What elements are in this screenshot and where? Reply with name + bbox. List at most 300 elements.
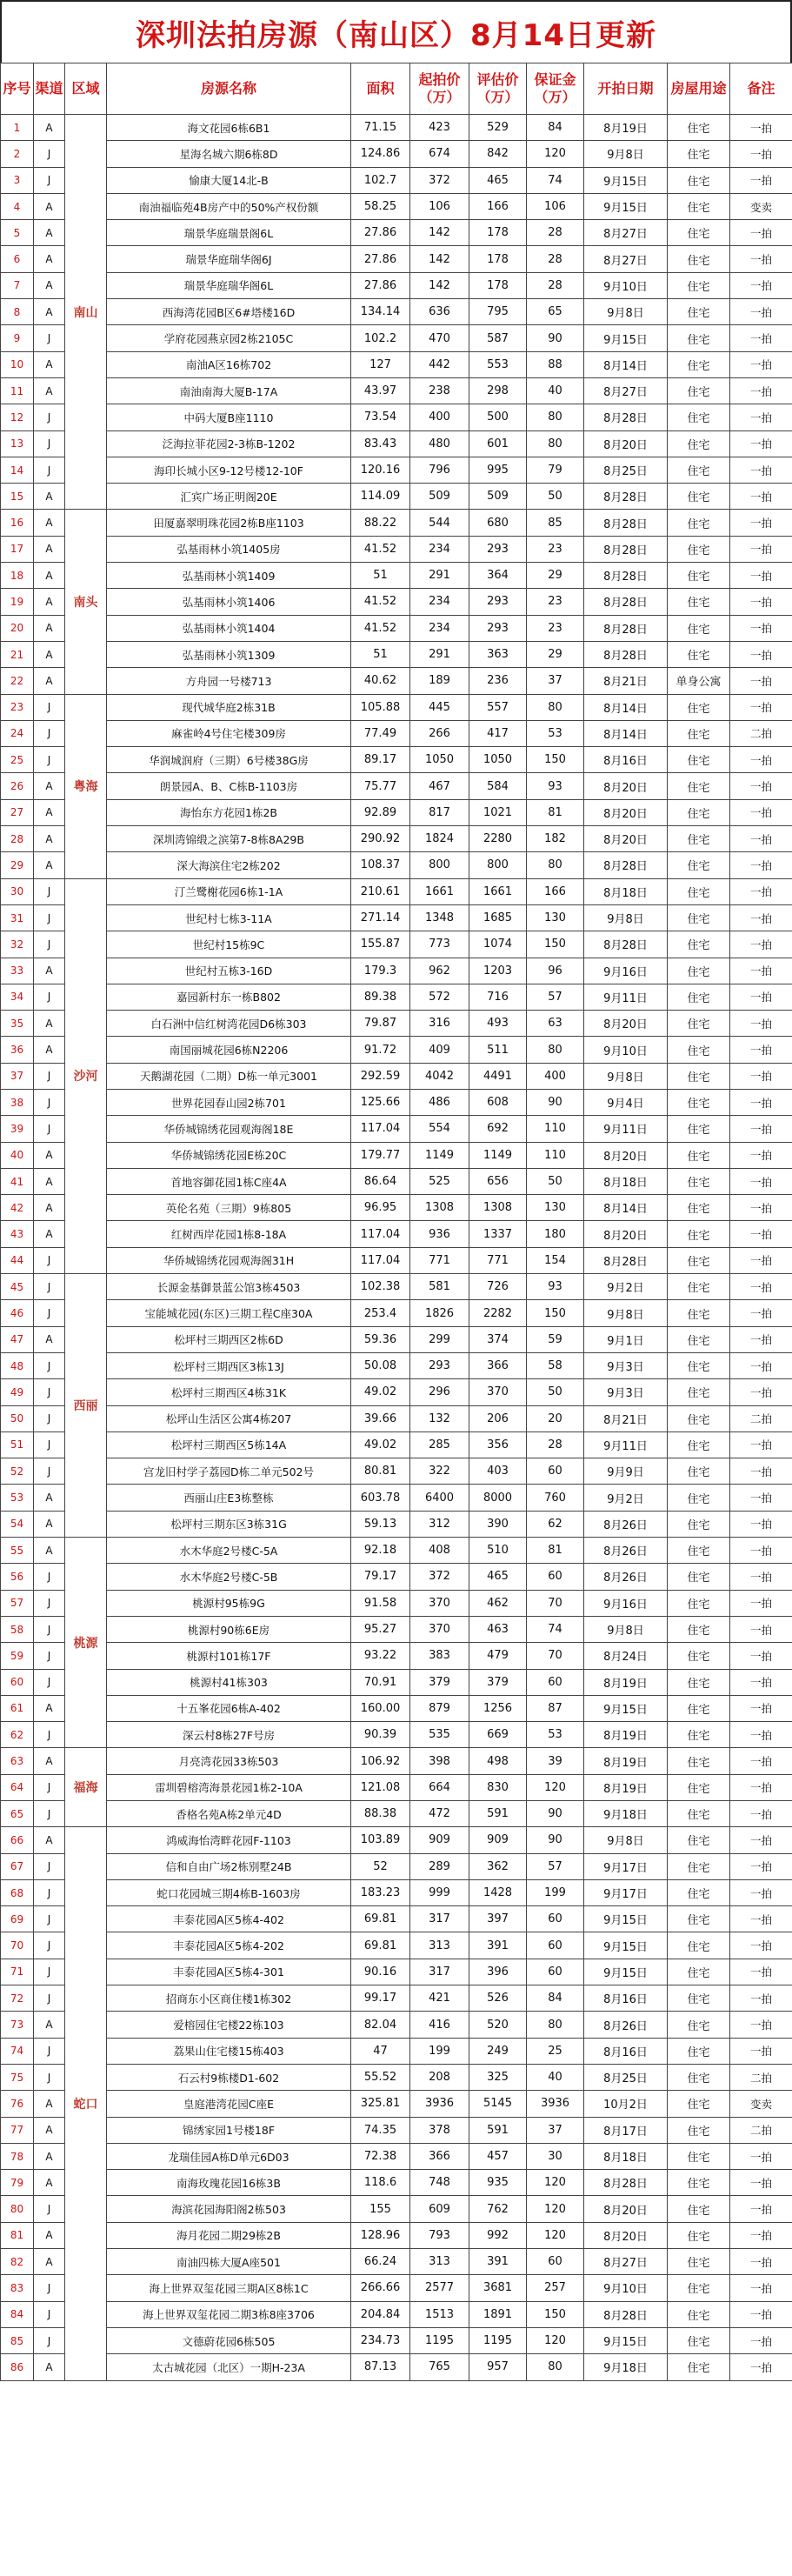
note-cell: 一拍 (730, 563, 792, 589)
eval-price-cell: 1661 (469, 878, 527, 904)
row-number: 56 (1, 1564, 34, 1590)
row-number: 40 (1, 1142, 34, 1168)
channel-cell: A (34, 1695, 65, 1721)
listing-name: 丰泰花园A区5栋4-202 (107, 1932, 351, 1959)
auction-date-cell: 8月28日 (584, 852, 668, 878)
use-cell: 住宅 (668, 2301, 730, 2327)
row-number: 36 (1, 1037, 34, 1063)
start-price-cell: 372 (410, 1564, 469, 1590)
auction-date-cell: 8月20日 (584, 430, 668, 457)
auction-date-cell: 8月20日 (584, 2196, 668, 2222)
note-cell: 一拍 (730, 2196, 792, 2222)
size-cell: 117.04 (351, 1116, 410, 1142)
listing-name: 愉康大厦14北-B (107, 167, 351, 193)
channel-cell: A (34, 351, 65, 377)
use-cell: 住宅 (668, 773, 730, 799)
start-price-cell: 773 (410, 931, 469, 958)
eval-price-cell: 390 (469, 1511, 527, 1537)
start-price-cell: 379 (410, 1669, 469, 1695)
note-cell: 一拍 (730, 1300, 792, 1326)
use-cell: 住宅 (668, 1643, 730, 1669)
table-row (1, 1748, 792, 1774)
row-number: 59 (1, 1643, 34, 1669)
eval-price-cell: 680 (469, 510, 527, 536)
eval-price-cell: 5145 (469, 2091, 527, 2117)
header-area: 区域 (65, 63, 107, 115)
size-cell: 55.52 (351, 2064, 410, 2090)
eval-price-cell: 462 (469, 1590, 527, 1616)
note-cell: 一拍 (730, 457, 792, 483)
eval-price-cell: 293 (469, 615, 527, 641)
start-price-cell: 4042 (410, 1063, 469, 1089)
auction-date-cell: 9月10日 (584, 272, 668, 298)
size-cell: 66.24 (351, 2249, 410, 2275)
note-cell: 一拍 (730, 878, 792, 904)
row-number: 57 (1, 1590, 34, 1616)
auction-date-cell: 8月19日 (584, 1748, 668, 1774)
listing-name: 西丽山庄E3栋整栋 (107, 1485, 351, 1511)
deposit-cell: 80 (527, 694, 584, 720)
note-cell: 二拍 (730, 720, 792, 746)
listing-name: 丰泰花园A区5栋4-402 (107, 1906, 351, 1932)
note-cell: 一拍 (730, 246, 792, 272)
note-cell: 一拍 (730, 1564, 792, 1590)
listing-name: 松坪村三期西区5栋14A (107, 1431, 351, 1458)
deposit-cell: 23 (527, 536, 584, 562)
start-price-cell: 312 (410, 1511, 469, 1537)
eval-price-cell: 992 (469, 2222, 527, 2248)
row-number: 64 (1, 1774, 34, 1800)
size-cell: 82.04 (351, 2012, 410, 2038)
use-cell: 住宅 (668, 1274, 730, 1300)
channel-cell: J (34, 1906, 65, 1932)
start-price-cell: 1824 (410, 826, 469, 852)
row-number: 30 (1, 878, 34, 904)
note-cell: 一拍 (730, 1827, 792, 1853)
channel-cell: J (34, 1643, 65, 1669)
use-cell: 住宅 (668, 1748, 730, 1774)
auction-date-cell: 8月28日 (584, 1247, 668, 1273)
channel-cell: J (34, 1590, 65, 1616)
listing-name: 天鹅湖花园（二期）D栋一单元3001 (107, 1063, 351, 1089)
size-cell: 125.66 (351, 1089, 410, 1115)
header-channel: 渠道 (34, 63, 65, 115)
deposit-cell: 57 (527, 984, 584, 1010)
channel-cell: A (34, 484, 65, 510)
channel-cell: J (34, 984, 65, 1010)
note-cell: 一拍 (730, 1985, 792, 2012)
table-row (1, 141, 792, 167)
size-cell: 59.13 (351, 1511, 410, 1537)
use-cell: 住宅 (668, 1063, 730, 1089)
row-number: 75 (1, 2064, 34, 2090)
header-note: 备注 (730, 63, 792, 115)
listing-name: 瑞景华庭瑞景阁6L (107, 220, 351, 246)
eval-price-cell: 842 (469, 141, 527, 167)
auction-date-cell: 8月19日 (584, 1774, 668, 1800)
deposit-cell: 28 (527, 220, 584, 246)
auction-date-cell: 9月15日 (584, 167, 668, 193)
size-cell: 88.22 (351, 510, 410, 536)
use-cell: 住宅 (668, 2222, 730, 2248)
channel-cell: A (34, 563, 65, 589)
channel-cell: J (34, 2038, 65, 2064)
row-number: 37 (1, 1063, 34, 1089)
note-cell: 一拍 (730, 1748, 792, 1774)
table-row (1, 1959, 792, 1985)
note-cell: 一拍 (730, 1379, 792, 1405)
listing-name: 星海名城六期6栋8D (107, 141, 351, 167)
eval-price-cell: 584 (469, 773, 527, 799)
deposit-cell: 93 (527, 773, 584, 799)
size-cell: 41.52 (351, 589, 410, 615)
channel-cell: J (34, 1801, 65, 1827)
start-price-cell: 486 (410, 1089, 469, 1115)
deposit-cell: 70 (527, 1643, 584, 1669)
eval-price-cell: 397 (469, 1906, 527, 1932)
listing-name: 朗景园A、B、C栋B-1103房 (107, 773, 351, 799)
eval-price-cell: 1074 (469, 931, 527, 958)
table-row (1, 1326, 792, 1352)
size-cell: 77.49 (351, 720, 410, 746)
size-cell: 102.38 (351, 1274, 410, 1300)
listing-name: 海印长城小区9-12号楼12-10F (107, 457, 351, 483)
start-price-cell: 208 (410, 2064, 469, 2090)
channel-cell: J (34, 1879, 65, 1905)
auction-date-cell: 9月8日 (584, 1616, 668, 1642)
use-cell: 住宅 (668, 299, 730, 325)
auction-date-cell: 9月3日 (584, 1379, 668, 1405)
use-cell: 住宅 (668, 615, 730, 641)
note-cell: 一拍 (730, 2327, 792, 2353)
table-row (1, 2091, 792, 2117)
start-price-cell: 296 (410, 1379, 469, 1405)
channel-cell: A (34, 852, 65, 878)
eval-price-cell: 935 (469, 2170, 527, 2196)
auction-date-cell: 9月18日 (584, 1801, 668, 1827)
auction-date-cell: 8月20日 (584, 2222, 668, 2248)
start-price-cell: 142 (410, 272, 469, 298)
size-cell: 210.61 (351, 878, 410, 904)
auction-date-cell: 9月15日 (584, 193, 668, 219)
eval-price-cell: 726 (469, 1274, 527, 1300)
row-number: 24 (1, 720, 34, 746)
table-row (1, 563, 792, 589)
channel-cell: J (34, 2301, 65, 2327)
auction-date-cell: 8月28日 (584, 536, 668, 562)
use-cell: 住宅 (668, 1538, 730, 1564)
channel-cell: A (34, 246, 65, 272)
listing-name: 南油四栋大厦A座501 (107, 2249, 351, 2275)
listing-name: 方舟园一号楼713 (107, 668, 351, 694)
note-cell: 一拍 (730, 1879, 792, 1905)
listing-name: 太古城花园（北区）一期H-23A (107, 2354, 351, 2380)
use-cell: 住宅 (668, 1037, 730, 1063)
size-cell: 27.86 (351, 246, 410, 272)
listing-name: 弘基雨林小筑1309 (107, 641, 351, 667)
auction-date-cell: 8月16日 (584, 747, 668, 773)
deposit-cell: 63 (527, 1011, 584, 1037)
table-row (1, 1300, 792, 1326)
use-cell: 住宅 (668, 747, 730, 773)
use-cell: 住宅 (668, 1195, 730, 1221)
note-cell: 一拍 (730, 1774, 792, 1800)
channel-cell: J (34, 1669, 65, 1695)
eval-price-cell: 1050 (469, 747, 527, 773)
size-cell: 80.81 (351, 1458, 410, 1485)
eval-price-cell: 830 (469, 1774, 527, 1800)
listing-name: 弘基雨林小筑1406 (107, 589, 351, 615)
channel-cell: J (34, 2196, 65, 2222)
eval-price-cell: 608 (469, 1089, 527, 1115)
table-row (1, 1352, 792, 1378)
eval-price-cell: 800 (469, 852, 527, 878)
deposit-cell: 50 (527, 1379, 584, 1405)
use-cell: 住宅 (668, 1431, 730, 1458)
note-cell: 一拍 (730, 1011, 792, 1037)
auction-date-cell: 8月28日 (584, 2301, 668, 2327)
use-cell: 住宅 (668, 2196, 730, 2222)
auction-date-cell: 9月10日 (584, 2275, 668, 2301)
channel-cell: J (34, 904, 65, 931)
auction-date-cell: 9月15日 (584, 1906, 668, 1932)
eval-price-cell: 8000 (469, 1485, 527, 1511)
size-cell: 39.66 (351, 1405, 410, 1431)
start-price-cell: 409 (410, 1037, 469, 1063)
note-cell: 一拍 (730, 589, 792, 615)
eval-price-cell: 511 (469, 1037, 527, 1063)
note-cell: 一拍 (730, 747, 792, 773)
auction-date-cell: 9月17日 (584, 1853, 668, 1879)
use-cell: 住宅 (668, 430, 730, 457)
table-row (1, 2249, 792, 2275)
row-number: 79 (1, 2170, 34, 2196)
row-number: 48 (1, 1352, 34, 1378)
row-number: 19 (1, 589, 34, 615)
size-cell: 155 (351, 2196, 410, 2222)
auction-date-cell: 8月28日 (584, 615, 668, 641)
use-cell: 住宅 (668, 1879, 730, 1905)
row-number: 54 (1, 1511, 34, 1537)
listing-name: 皇庭港湾花园C座E (107, 2091, 351, 2117)
deposit-cell: 60 (527, 1458, 584, 1485)
table-header (1, 63, 792, 115)
size-cell: 73.54 (351, 404, 410, 430)
row-number: 83 (1, 2275, 34, 2301)
deposit-cell: 65 (527, 299, 584, 325)
auction-date-cell: 8月20日 (584, 799, 668, 825)
deposit-cell: 130 (527, 1195, 584, 1221)
start-price-cell: 3936 (410, 2091, 469, 2117)
size-cell: 120.16 (351, 457, 410, 483)
listing-name: 白石洲中信红树湾花园D6栋303 (107, 1011, 351, 1037)
use-cell: 住宅 (668, 1590, 730, 1616)
auction-date-cell: 8月26日 (584, 1564, 668, 1590)
size-cell: 79.87 (351, 1011, 410, 1037)
deposit-cell: 90 (527, 1801, 584, 1827)
row-number: 50 (1, 1405, 34, 1431)
start-price-cell: 796 (410, 457, 469, 483)
row-number: 23 (1, 694, 34, 720)
start-price-cell: 525 (410, 1168, 469, 1194)
channel-cell: A (34, 193, 65, 219)
eval-price-cell: 457 (469, 2143, 527, 2169)
start-price-cell: 189 (410, 668, 469, 694)
table-row (1, 1590, 792, 1616)
deposit-cell: 62 (527, 1511, 584, 1537)
start-price-cell: 1308 (410, 1195, 469, 1221)
deposit-cell: 60 (527, 1932, 584, 1959)
listing-name: 松坪村三期西区2栋6D (107, 1326, 351, 1352)
auction-date-cell: 9月8日 (584, 904, 668, 931)
listing-name: 海上世界双玺花园二期3栋8座3706 (107, 2301, 351, 2327)
table-row (1, 2196, 792, 2222)
deposit-cell: 60 (527, 2249, 584, 2275)
use-cell: 住宅 (668, 904, 730, 931)
start-price-cell: 581 (410, 1274, 469, 1300)
listing-name: 泛海拉菲花园2-3栋B-1202 (107, 430, 351, 457)
note-cell: 一拍 (730, 1590, 792, 1616)
table-row (1, 878, 792, 904)
eval-price-cell: 396 (469, 1959, 527, 1985)
listing-name: 海怡东方花园1栋2B (107, 799, 351, 825)
auction-date-cell: 9月18日 (584, 2354, 668, 2380)
auction-date-cell: 8月20日 (584, 773, 668, 799)
area-group-cell: 桃源 (65, 1538, 107, 1748)
size-cell: 134.14 (351, 299, 410, 325)
note-cell: 一拍 (730, 1853, 792, 1879)
start-price-cell: 765 (410, 2354, 469, 2380)
auction-date-cell: 8月28日 (584, 641, 668, 667)
channel-cell: A (34, 1485, 65, 1511)
deposit-cell: 150 (527, 747, 584, 773)
deposit-cell: 120 (527, 141, 584, 167)
deposit-cell: 29 (527, 563, 584, 589)
eval-price-cell: 1203 (469, 958, 527, 984)
auction-date-cell: 9月4日 (584, 1089, 668, 1115)
eval-price-cell: 363 (469, 641, 527, 667)
size-cell: 79.17 (351, 1564, 410, 1590)
auction-date-cell: 8月16日 (584, 2038, 668, 2064)
start-price-cell: 313 (410, 1932, 469, 1959)
use-cell: 住宅 (668, 193, 730, 219)
listing-name: 麻雀岭4号住宅楼309房 (107, 720, 351, 746)
listing-name: 弘基雨林小筑1404 (107, 615, 351, 641)
row-number: 22 (1, 668, 34, 694)
use-cell: 住宅 (668, 694, 730, 720)
note-cell: 变卖 (730, 2091, 792, 2117)
auction-date-cell: 8月28日 (584, 931, 668, 958)
row-number: 25 (1, 747, 34, 773)
header-eval-price: 评估价（万） (469, 63, 527, 115)
eval-price-cell: 529 (469, 115, 527, 141)
table-row (1, 404, 792, 430)
table-row (1, 1116, 792, 1142)
start-price-cell: 316 (410, 1011, 469, 1037)
eval-price-cell: 591 (469, 2117, 527, 2143)
table-row (1, 1195, 792, 1221)
row-number: 81 (1, 2222, 34, 2248)
auction-date-cell: 8月28日 (584, 2170, 668, 2196)
use-cell: 住宅 (668, 2064, 730, 2090)
auction-date-cell: 8月25日 (584, 457, 668, 483)
start-price-cell: 322 (410, 1458, 469, 1485)
note-cell: 一拍 (730, 904, 792, 931)
note-cell: 一拍 (730, 984, 792, 1010)
channel-cell: J (34, 1932, 65, 1959)
note-cell: 一拍 (730, 1722, 792, 1748)
table-row (1, 1063, 792, 1089)
eval-price-cell: 293 (469, 536, 527, 562)
deposit-cell: 182 (527, 826, 584, 852)
size-cell: 91.72 (351, 1037, 410, 1063)
start-price-cell: 748 (410, 2170, 469, 2196)
use-cell: 住宅 (668, 1616, 730, 1642)
eval-price-cell: 526 (469, 1985, 527, 2012)
channel-cell: J (34, 1616, 65, 1642)
use-cell: 住宅 (668, 1932, 730, 1959)
table-row (1, 2064, 792, 2090)
listing-name: 荔果山住宅楼15栋403 (107, 2038, 351, 2064)
row-number: 4 (1, 193, 34, 219)
auction-date-cell: 9月15日 (584, 325, 668, 351)
listing-name: 华润城润府（三期）6号楼38G房 (107, 747, 351, 773)
listing-name: 南油A区16栋702 (107, 351, 351, 377)
table-row (1, 1011, 792, 1037)
note-cell: 一拍 (730, 1458, 792, 1485)
auction-date-cell: 9月1日 (584, 1326, 668, 1352)
deposit-cell: 28 (527, 272, 584, 298)
auction-date-cell: 8月18日 (584, 2143, 668, 2169)
auction-date-cell: 8月14日 (584, 1195, 668, 1221)
channel-cell: J (34, 1564, 65, 1590)
note-cell: 一拍 (730, 641, 792, 667)
channel-cell: A (34, 1037, 65, 1063)
eval-price-cell: 479 (469, 1643, 527, 1669)
eval-price-cell: 3681 (469, 2275, 527, 2301)
size-cell: 83.43 (351, 430, 410, 457)
note-cell: 二拍 (730, 2117, 792, 2143)
use-cell: 住宅 (668, 1564, 730, 1590)
deposit-cell: 80 (527, 2012, 584, 2038)
start-price-cell: 1050 (410, 747, 469, 773)
deposit-cell: 80 (527, 404, 584, 430)
size-cell: 89.38 (351, 984, 410, 1010)
row-number: 58 (1, 1616, 34, 1642)
listing-name: 红树西岸花园1栋8-18A (107, 1221, 351, 1247)
use-cell: 住宅 (668, 931, 730, 958)
area-group-cell: 福海 (65, 1748, 107, 1827)
use-cell: 住宅 (668, 1352, 730, 1378)
listing-name: 月亮湾花园33栋503 (107, 1748, 351, 1774)
note-cell: 一拍 (730, 377, 792, 404)
eval-price-cell: 166 (469, 193, 527, 219)
channel-cell: J (34, 1431, 65, 1458)
row-number: 18 (1, 563, 34, 589)
channel-cell: J (34, 457, 65, 483)
start-price-cell: 472 (410, 1801, 469, 1827)
table-row (1, 720, 792, 746)
table-row (1, 115, 792, 141)
eval-price-cell: 995 (469, 457, 527, 483)
listing-name: 南海玫瑰花园16栋3B (107, 2170, 351, 2196)
row-number: 73 (1, 2012, 34, 2038)
channel-cell: A (34, 641, 65, 667)
auction-date-cell: 9月16日 (584, 958, 668, 984)
channel-cell: J (34, 878, 65, 904)
start-price-cell: 535 (410, 1722, 469, 1748)
deposit-cell: 79 (527, 457, 584, 483)
